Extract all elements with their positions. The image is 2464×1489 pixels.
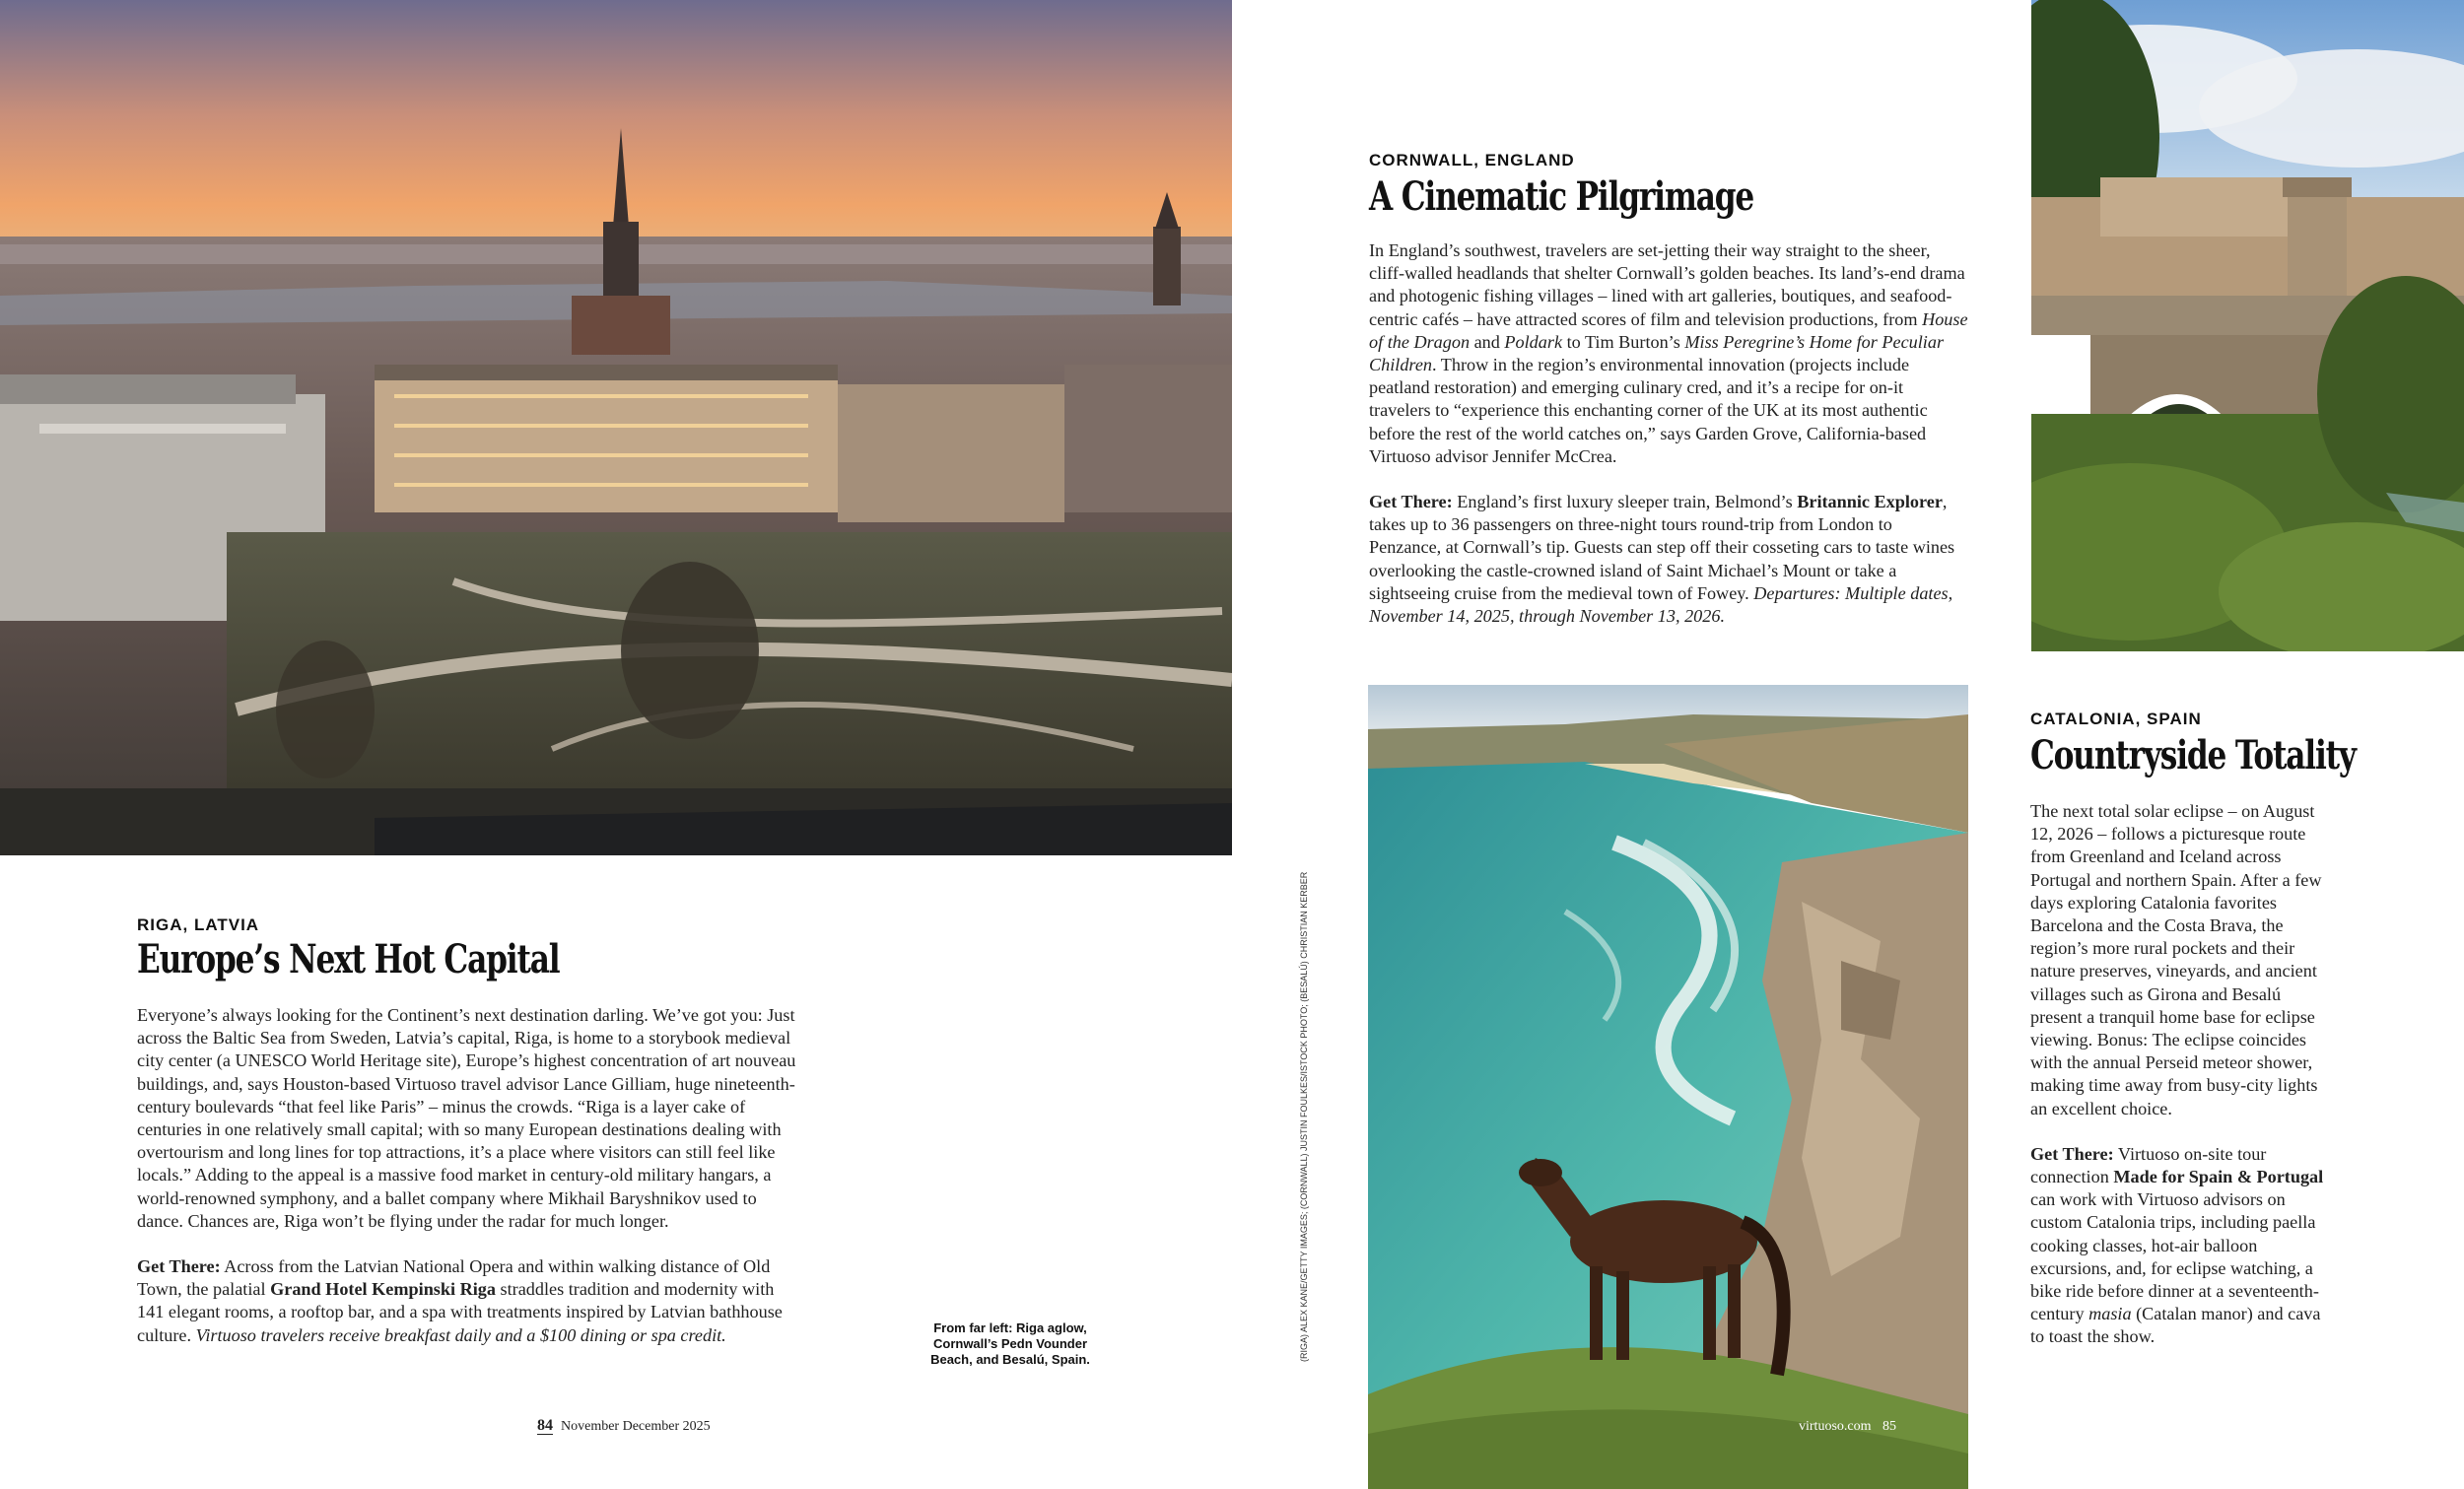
issue-date: November December 2025	[561, 1419, 711, 1434]
riga-get-there	[137, 1255, 799, 1347]
catalonia-kicker: CATALONIA, SPAIN	[2030, 710, 2202, 728]
riga-headline: Europe’s Next Hot Capital	[137, 936, 560, 982]
riga-kicker: RIGA, LATVIA	[137, 915, 260, 934]
cornwall-title-2: Poldark	[1504, 331, 1563, 352]
catalonia-paragraph: The next total solar eclipse – on August 12, 2026 – follows a picturesque route from Greenland and Iceland across Portugal and northern Spain. After a few days exploring Catalonia favorites Barcelona and the Costa Brava, the region’s more rural pockets and their nature preserves, vineyards, and ancient villages such as Girona and Besalú present a tranquil home base for eclipse viewing. Bonus: The eclipse coincides with the annual Perseid meteor shower, making time away from busy-city lights an excellent choice.	[2030, 801, 2322, 1118]
riga-hotel-name: Grand Hotel Kempinski Riga	[270, 1279, 496, 1300]
cornwall-photo	[1368, 685, 1968, 1489]
catalonia-body	[2030, 800, 2336, 1372]
page-number-left: 84	[537, 1417, 553, 1434]
cornwall-text-c: to Tim Burton’s	[1562, 331, 1685, 352]
cornwall-title-3: Miss Peregrine’s Home for Peculiar Children	[1369, 331, 1945, 375]
catalonia-masia: masia	[2088, 1304, 2132, 1324]
cornwall-train-name: Britannic Explorer	[1797, 492, 1943, 512]
cornwall-get-there-label: Get There:	[1369, 492, 1453, 512]
cornwall-kicker: CORNWALL, ENGLAND	[1369, 151, 1575, 169]
photo-credit: (RIGA) ALEX KANE/GETTY IMAGES; (CORNWALL) JUSTIN FOULKES/ISTOCK PHOTO; (BESALÚ) CHRISTIAN KERBER	[1299, 871, 1309, 1362]
cornwall-title-1: House of the Dragon	[1369, 308, 1968, 352]
cornwall-body	[1369, 239, 1968, 650]
cornwall-get-there-text-2: , takes up to 36 passengers on three-night tours round-trip from London to Penzance, at Cornwall’s tip. Guests can step off their cosseting cars to taste wines overlooking the castle-crowned island of Saint Michael’s Mount or take a sightseeing cruise from the medieval town of Fowey.	[1369, 492, 1955, 603]
catalonia-operator-name: Made for Spain & Portugal	[2113, 1167, 2324, 1187]
catalonia-get-there-text-2: can work with Virtuoso advisors on custom Catalonia trips, including paella cooking classes, hot-air balloon excursions, and, for eclipse watching, a bike ride before dinner at a seventeenth-century	[2030, 1189, 2319, 1324]
riga-photo	[0, 0, 1232, 855]
folio-right	[1799, 1419, 1896, 1435]
riga-get-there-label: Get There:	[137, 1256, 221, 1277]
riga-offer: Virtuoso travelers receive breakfast daily and a $100 dining or spa credit.	[195, 1324, 726, 1345]
cornwall-text-b: and	[1470, 331, 1505, 352]
site-name: virtuoso.com	[1799, 1419, 1872, 1434]
cornwall-get-there-text: England’s first luxury sleeper train, Belmond’s	[1452, 492, 1798, 512]
cornwall-text-a: In England’s southwest, travelers are set-jetting their way straight to the sheer, cliff-walled headlands that shelter Cornwall’s golden beaches. Its land’s-end drama and photogenic fishing villages – lined with art galleries, boutiques, and seafood-centric cafés – have attracted scores of film and television productions, from	[1369, 240, 1965, 329]
cornwall-headline: A Cinematic Pilgrimage	[1369, 173, 1754, 220]
cornwall-departures: Departures: Multiple dates, November 14, 2025, through November 13, 2026.	[1369, 582, 1953, 627]
riga-get-there-text: Across from the Latvian National Opera and within walking distance of Old Town, the palatial	[137, 1256, 771, 1300]
riga-get-there-text-2: straddles tradition and modernity with 141 elegant rooms, a rooftop bar, and a spa with treatments inspired by Latvian bathhouse culture.	[137, 1279, 783, 1345]
riga-body	[137, 1004, 799, 1370]
catalonia-get-there-text: Virtuoso on-site tour connection	[2030, 1143, 2267, 1187]
catalonia-get-there-label: Get There:	[2030, 1143, 2114, 1164]
page-number-right: 85	[1882, 1419, 1896, 1434]
catalonia-headline: Countryside Totality	[2030, 732, 2356, 778]
besalu-photo	[2031, 0, 2464, 651]
catalonia-get-there-text-3: (Catalan manor) and cava to toast the show.	[2030, 1304, 2321, 1347]
catalonia-get-there	[2030, 1143, 2336, 1349]
cornwall-get-there	[1369, 491, 1968, 628]
photo-caption: From far left: Riga aglow, Cornwall’s Pedn Vounder Beach, and Besalú, Spain.	[930, 1320, 1090, 1367]
cornwall-paragraph	[1369, 239, 1968, 468]
folio-left	[537, 1417, 711, 1435]
riga-paragraph: Everyone’s always looking for the Continent’s next destination darling. We’ve got you: Just across the Baltic Sea from Sweden, Latvia’s capital, Riga, is home to a storybook medieval city center (a UNESCO World Heritage site), Europe’s highest concentration of art nouveau buildings, and, says Houston-based Virtuoso travel advisor Lance Gilliam, huge nineteenth-century boulevards “that feel like Paris” – minus the crowds. “Riga is a layer cake of centuries in one relatively small capital; with so many European destinations dealing with overtourism and long lines for top attractions, it’s a place where visitors can still feel like locals.” Adding to the appeal is a massive food market in century-old military hangars, a world-renowned symphony, and a ballet company where Mikhail Baryshnikov used to dance. Chances are, Riga won’t be flying under the radar for much longer.	[137, 1005, 796, 1231]
cornwall-text-d: . Throw in the region’s environmental innovation (projects include peatland restoration) and emerging culinary cred, and it’s a recipe for on-it travelers to “experience this enchanting corner of the UK at its most authentic before the rest of the world catches on,” says Garden Grove, California-based Virtuoso advisor Jennifer McCrea.	[1369, 355, 1928, 466]
